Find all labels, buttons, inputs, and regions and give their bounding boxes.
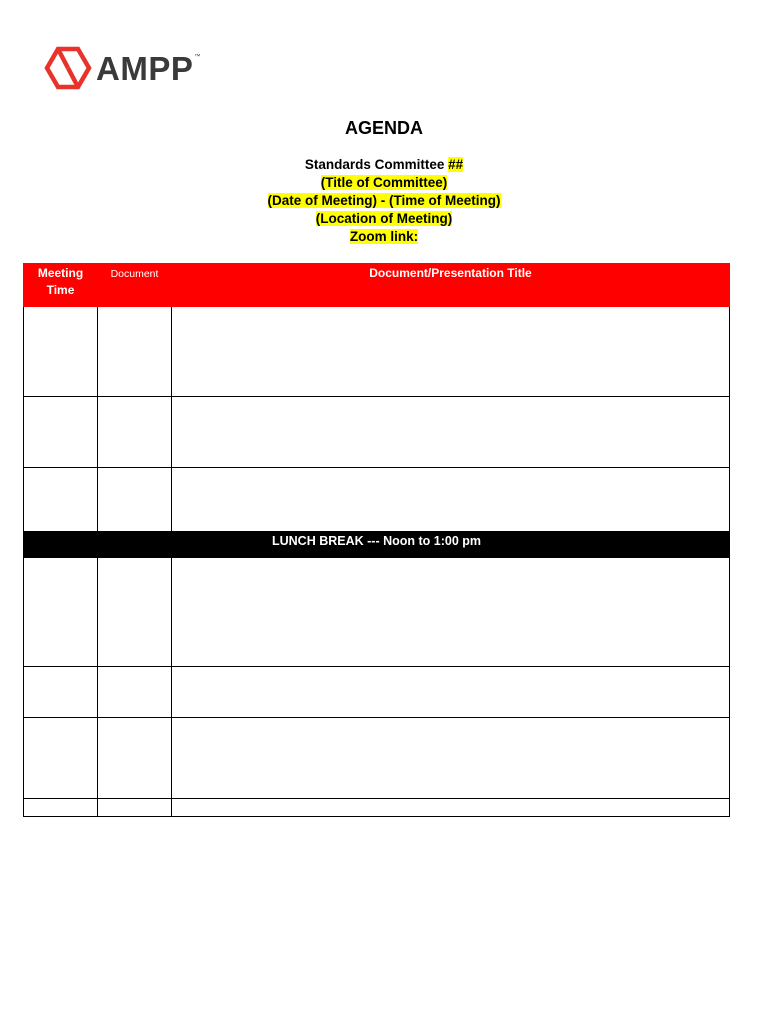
table-header-row xyxy=(24,264,730,307)
table-row xyxy=(24,307,730,397)
col-header-meeting-time: Meeting Time xyxy=(24,264,98,307)
logo-trademark: ™ xyxy=(194,54,201,60)
ampp-logo xyxy=(44,46,200,90)
cell-document[interactable] xyxy=(98,799,172,817)
cell-title[interactable] xyxy=(172,718,730,799)
cell-document[interactable] xyxy=(98,667,172,718)
cell-time[interactable] xyxy=(24,397,98,468)
logo-text: AMPP xyxy=(96,49,194,87)
agenda-table xyxy=(23,263,730,817)
cell-document[interactable] xyxy=(98,558,172,667)
lunch-break-label: LUNCH BREAK --- Noon to 1:00 pm xyxy=(24,532,730,558)
cell-time[interactable] xyxy=(24,718,98,799)
committee-number: ## xyxy=(448,157,464,172)
ampp-logo-icon xyxy=(44,46,92,90)
cell-title[interactable] xyxy=(172,558,730,667)
cell-time[interactable] xyxy=(24,667,98,718)
committee-title: (Title of Committee) xyxy=(320,175,448,190)
table-row xyxy=(24,718,730,799)
cell-title[interactable] xyxy=(172,468,730,532)
cell-document[interactable] xyxy=(98,718,172,799)
table-row xyxy=(24,667,730,718)
table-row xyxy=(24,799,730,817)
cell-title[interactable] xyxy=(172,307,730,397)
cell-title[interactable] xyxy=(172,799,730,817)
cell-time[interactable] xyxy=(24,558,98,667)
cell-time[interactable] xyxy=(24,799,98,817)
lunch-break-row xyxy=(24,532,730,558)
table-row xyxy=(24,558,730,667)
col-header-title: Document/Presentation Title xyxy=(172,264,730,307)
meeting-location: (Location of Meeting) xyxy=(315,211,453,226)
cell-title[interactable] xyxy=(172,397,730,468)
meeting-info xyxy=(0,156,768,246)
cell-title[interactable] xyxy=(172,667,730,718)
committee-line xyxy=(0,156,768,174)
cell-document[interactable] xyxy=(98,307,172,397)
table-row xyxy=(24,397,730,468)
table-row xyxy=(24,468,730,532)
cell-document[interactable] xyxy=(98,397,172,468)
zoom-link: Zoom link: xyxy=(349,229,419,244)
page-title: AGENDA xyxy=(344,118,423,138)
cell-time[interactable] xyxy=(24,307,98,397)
committee-label: Standards Committee xyxy=(304,157,449,172)
col-header-document: Document xyxy=(98,264,172,307)
cell-time[interactable] xyxy=(24,468,98,532)
cell-document[interactable] xyxy=(98,468,172,532)
meeting-date-time: (Date of Meeting) - (Time of Meeting) xyxy=(267,193,501,208)
